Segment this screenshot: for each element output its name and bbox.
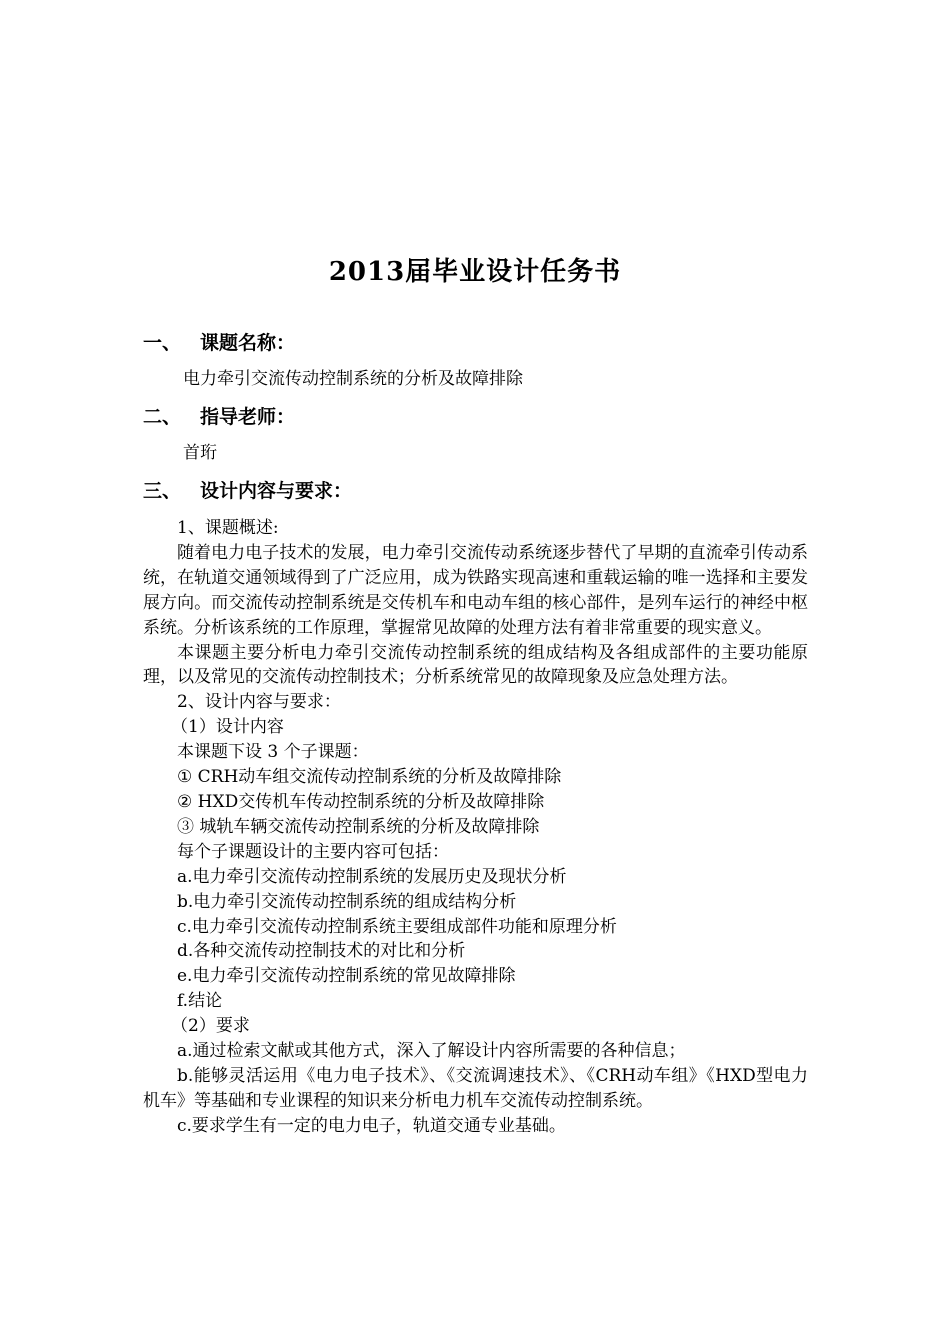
advisor-name: 首珩 bbox=[183, 443, 217, 463]
section-heading-design bbox=[143, 477, 352, 505]
list-item: b.能够灵活运用《电力电子技术》、《交流调速技术》、《CRH动车组》《HXD型电力机车》等基础和专业课程的知识来分析电力机车交流传动控制系统。 bbox=[143, 1065, 808, 1111]
document-title: 2013届毕业设计任务书 bbox=[328, 257, 622, 287]
topic-name: 电力牵引交流传动控制系统的分析及故障排除 bbox=[183, 369, 523, 389]
list-item: ③ 城轨车辆交流传动控制系统的分析及故障排除 bbox=[177, 816, 540, 837]
list-item: a.通过检索文献或其他方式，深入了解设计内容所需要的各种信息； bbox=[177, 1041, 686, 1062]
subsection-heading: 2、设计内容与要求： bbox=[177, 692, 341, 713]
overview-paragraph: 随着电力电子技术的发展，电力牵引交流传动系统逐步替代了早期的直流牵引传动系统，在轨道交通领域得到了广泛应用，成为铁路实现高速和重载运输的唯一选择和主要发展方向。而交流传动控制系统是交传机车和电动车组的核心部件，是列车运行的神经中枢系统。分析该系统的工作原理，掌握常见故障的处理方法有着非常重要的现实意义。 bbox=[143, 542, 808, 638]
list-item: a.电力牵引交流传动控制系统的发展历史及现状分析 bbox=[177, 866, 567, 887]
list-intro: 本课题下设 3 个子课题： bbox=[177, 742, 369, 763]
section-heading-text: 设计内容与要求： bbox=[200, 480, 353, 502]
list-item: f.结论 bbox=[177, 991, 223, 1012]
list-item: b.电力牵引交流传动控制系统的组成结构分析 bbox=[177, 891, 517, 912]
list-item: e.电力牵引交流传动控制系统的常见故障排除 bbox=[177, 966, 516, 987]
list-item: ① CRH动车组交流传动控制系统的分析及故障排除 bbox=[177, 767, 562, 788]
section-heading-advisor bbox=[143, 403, 295, 431]
list-heading: （2）要求 bbox=[171, 1016, 250, 1037]
section-heading-topic bbox=[143, 329, 295, 357]
section-number: 三、 bbox=[143, 480, 182, 502]
section-number: 一、 bbox=[143, 332, 182, 354]
list-item: d.各种交流传动控制技术的对比和分析 bbox=[177, 941, 466, 962]
section-heading-text: 课题名称： bbox=[200, 332, 296, 354]
list-item: ② HXD交传机车传动控制系统的分析及故障排除 bbox=[177, 791, 545, 812]
section-heading-text: 指导老师： bbox=[200, 406, 296, 428]
overview-paragraph: 本课题主要分析电力牵引交流传动控制系统的组成结构及各组成部件的主要功能原理，以及常见的交流传动控制技术；分析系统常见的故障现象及应急处理方法。 bbox=[143, 642, 808, 688]
list-heading: （1）设计内容 bbox=[171, 717, 284, 738]
list-item: c.要求学生有一定的电力电子，轨道交通专业基础。 bbox=[177, 1115, 566, 1136]
design-content bbox=[143, 516, 808, 1139]
section-number: 二、 bbox=[143, 406, 182, 428]
subsection-heading: 1、课题概述: bbox=[177, 518, 279, 538]
list-intro: 每个子课题设计的主要内容可包括： bbox=[177, 841, 449, 862]
list-item: c.电力牵引交流传动控制系统主要组成部件功能和原理分析 bbox=[177, 916, 617, 937]
